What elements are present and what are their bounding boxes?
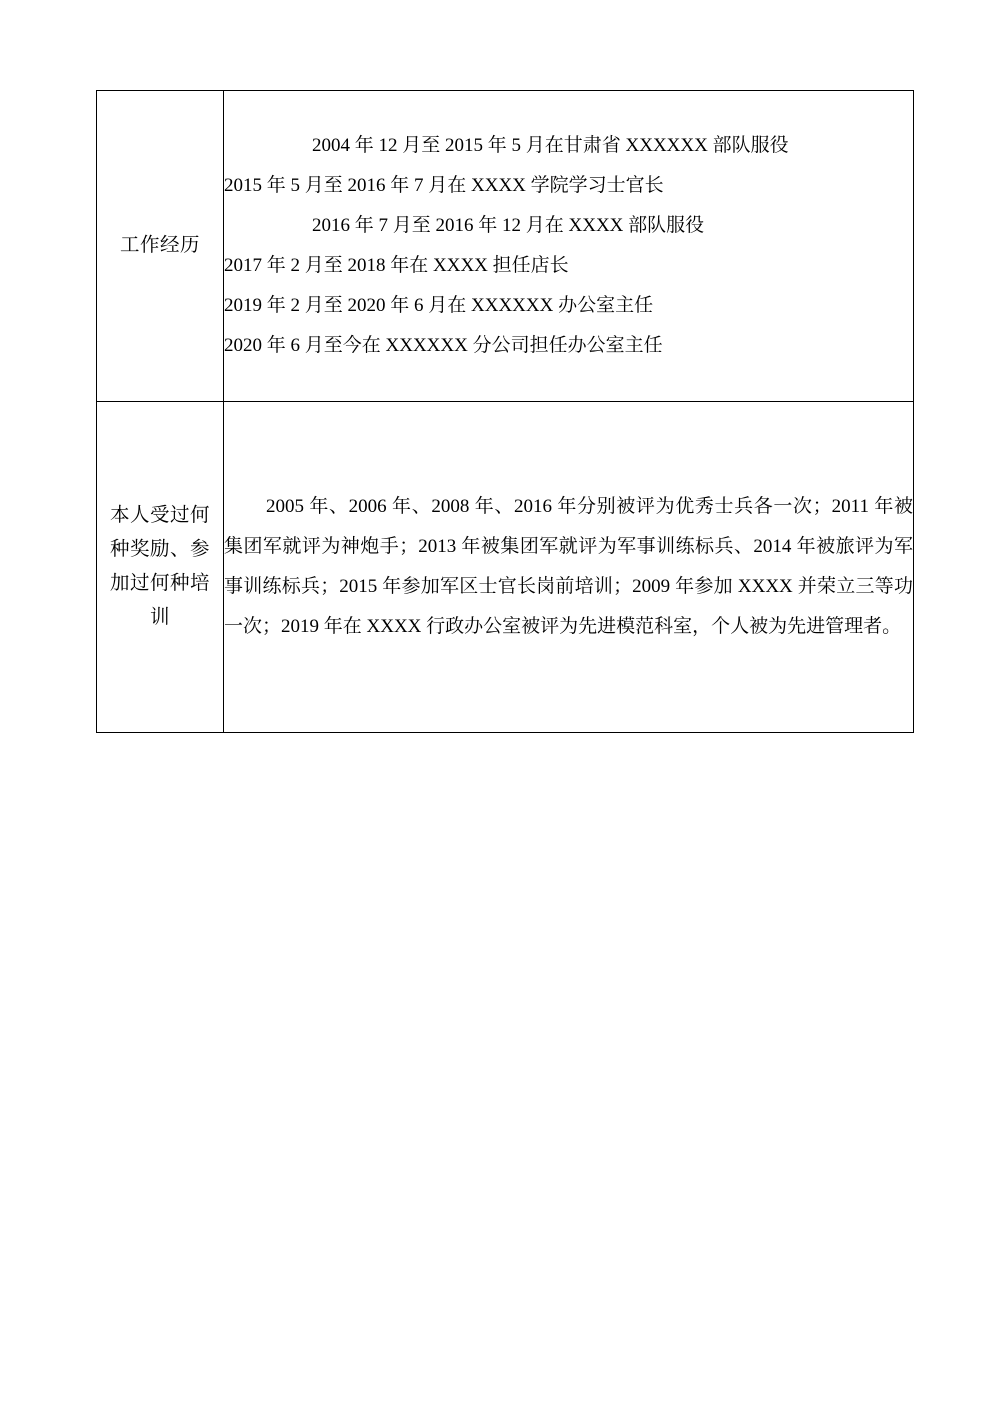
row-label-work-experience bbox=[97, 91, 224, 402]
resume-table bbox=[96, 90, 914, 733]
table-row-work-experience bbox=[97, 91, 914, 402]
row-content-awards-training bbox=[224, 402, 914, 733]
experience-line: 2017 年 2 月至 2018 年在 XXXX 担任店长 bbox=[224, 255, 569, 276]
experience-line: 2015 年 5 月至 2016 年 7 月在 XXXX 学院学习士官长 bbox=[224, 175, 664, 196]
row-label-line: 训 bbox=[149, 607, 170, 628]
row-label-awards-training bbox=[97, 402, 224, 733]
experience-line: 2004 年 12 月至 2015 年 5 月在甘肃省 XXXXXX 部队服役 bbox=[312, 135, 789, 156]
row-label-line: 本人受过何 bbox=[109, 505, 210, 526]
row-label-line: 种奖励、参 bbox=[109, 539, 210, 560]
row-content-work-experience bbox=[224, 91, 914, 402]
table-row-awards-training bbox=[97, 402, 914, 733]
experience-line: 2016 年 7 月至 2016 年 12 月在 XXXX 部队服役 bbox=[312, 215, 705, 236]
row-label-line: 工作经历 bbox=[119, 235, 200, 256]
experience-line: 2020 年 6 月至今在 XXXXXX 分公司担任办公室主任 bbox=[224, 335, 663, 356]
awards-paragraph: 2005 年、2006 年、2008 年、2016 年分别被评为优秀士兵各一次；2011 年被集团军就评为神炮手；2013 年被集团军就评为军事训练标兵、2014 年被旅评为军事训练标兵；2015 年参加军区士官长岗前培训；2009 年参加 XXXX 并荣立三等功一次；2019 年在 XXXX 行政办公室被评为先进模范科室，个人被为先进管理者。 bbox=[224, 496, 913, 637]
experience-line: 2019 年 2 月至 2020 年 6 月在 XXXXXX 办公室主任 bbox=[224, 295, 654, 316]
row-label-line: 加过何种培 bbox=[109, 573, 210, 594]
